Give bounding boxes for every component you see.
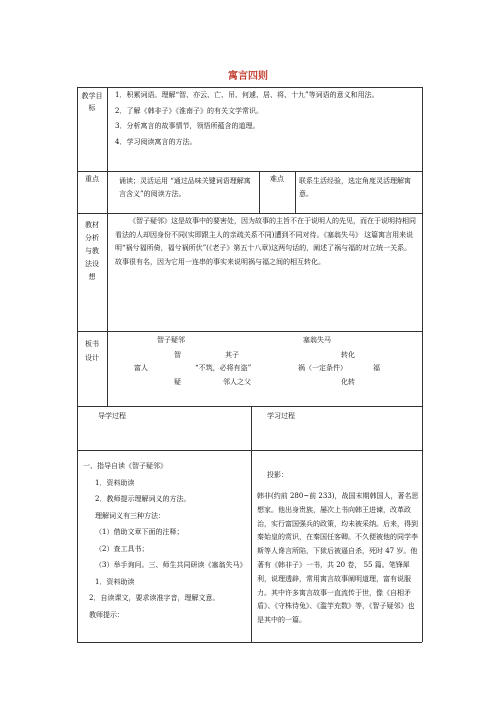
row-divider xyxy=(77,213,422,214)
board-right-item: 转化 xyxy=(341,351,355,359)
analysis-text: 《智子疑邻》这是故事中的要害处，因为故事的主旨不在于说明人的先见，而在于说明持相同看法的人却因身份不同(实即跟主人的亲疏关系不同)遭到不同对待。《塞翁失马》 这篇寓言用来说明“祸兮福所倚，福兮祸所伏”(《老子》第五十八章)这两句话的，阐述了祸与福的对立统一关系。故事很有名，因为它用一连串的事实来说明祸与福之间的相互转化。 xyxy=(115,217,416,266)
board-left-title: 智子疑邻 xyxy=(157,336,185,344)
difficulty-text: 联系生活经验，选定角度灵活理解寓意。 xyxy=(299,177,411,198)
board-left-item: “不筑，必将有盗” xyxy=(195,364,252,372)
board-label: 板书设计 xyxy=(85,340,99,362)
guide-step: 2．自读课文，要求读准字音，理解文意。 xyxy=(89,594,220,602)
guide-step: 1．资料助读 xyxy=(95,577,135,586)
board-left-item: 疑 xyxy=(174,378,181,386)
row-divider xyxy=(77,450,422,451)
table-border-bottom xyxy=(77,642,422,643)
guide-step: 一、指导自读《智子疑邻》 xyxy=(83,462,167,470)
row-divider xyxy=(77,171,422,172)
row-divider xyxy=(77,331,422,332)
table-border-right xyxy=(422,87,423,642)
lesson-plan-table xyxy=(77,87,422,642)
diff-column-divider xyxy=(295,171,296,213)
table-border-left xyxy=(77,87,78,642)
analysis-label: 教材分析与教法设想 xyxy=(85,221,99,281)
goal-item: 2．了解《韩非子》《淮南子》的有关文学常识。 xyxy=(115,106,263,115)
guide-process-content xyxy=(83,460,247,622)
projection-label: 投影： xyxy=(267,471,288,479)
goal-item: 4．学习阅读寓言的方法。 xyxy=(115,137,197,146)
board-left-item: 富人 xyxy=(134,364,148,372)
guide-step: 理解词义有三种方法： xyxy=(95,511,165,520)
board-right-item: 福 xyxy=(373,364,380,372)
difficulty-label: 难点 xyxy=(270,175,284,183)
process-column-divider xyxy=(251,406,252,642)
goal-item: 1．积累词语。理解“智、亦云、亡、吊、何遽、居、将、十九”等词语的意义和用法。 xyxy=(115,91,379,99)
board-right-item: 化转 xyxy=(341,378,355,386)
goals-label: 教学目标 xyxy=(81,92,103,112)
board-left-item: 智 xyxy=(174,351,181,359)
projection-text: 韩非(约前 280~前 233)，战国末期韩国人，著名思想家。他出身贵族，屡次上书向韩王进谏，改革政治，实行富国强兵的政策，均未被采纳。后来，得到秦始皇的赏识，在秦国任客卿。不久便被他的同学李斯等人谗言所陷，下狱后被逼自杀，死时 47 岁。他著有《韩非子》一书，共 20 卷， 55 篇。笔锋犀利，说理透辟，常用寓言故事阐明道理，富有说服力。其中许多寓言故事一直流传于世，像《自相矛盾》、《守株待兔》、《滥竽充数》等，《智子疑邻》也是其中的一篇。 xyxy=(257,492,419,625)
board-left-item: 其子 xyxy=(225,351,239,359)
board-right-title: 塞翁失马 xyxy=(303,336,331,344)
guide-step: 2．教师提示理解词义的方法。 xyxy=(95,495,191,503)
guide-step: （1）借助文章下面的注释； xyxy=(95,528,184,536)
key-text: 诵读；灵活运用 “通过品味关键词语理解寓言含义”的阅读方法。 xyxy=(119,177,251,198)
guide-step: （2）查工具书； xyxy=(95,544,149,553)
page-title: 寓言四则 xyxy=(228,71,268,82)
guide-step: 教师提示： xyxy=(89,610,124,619)
key-label: 重点 xyxy=(85,175,99,183)
guide-step: （3）举手询问。三、师生共同研读《塞翁失马》 xyxy=(95,561,247,569)
guide-step: 1．资料助读 xyxy=(95,478,135,487)
table-border-top xyxy=(77,87,422,88)
label-column-divider xyxy=(107,87,108,406)
goals-content xyxy=(115,89,418,148)
guide-process-header: 导学过程 xyxy=(98,412,126,420)
goal-item: 3．分析寓言的故事情节，领悟所蕴含的道理。 xyxy=(115,122,260,130)
row-divider xyxy=(77,406,422,407)
study-process-header: 学习过程 xyxy=(267,412,295,420)
board-right-item: 祸（一定条件） xyxy=(298,364,347,372)
board-left-item: 邻人之父 xyxy=(223,378,251,386)
